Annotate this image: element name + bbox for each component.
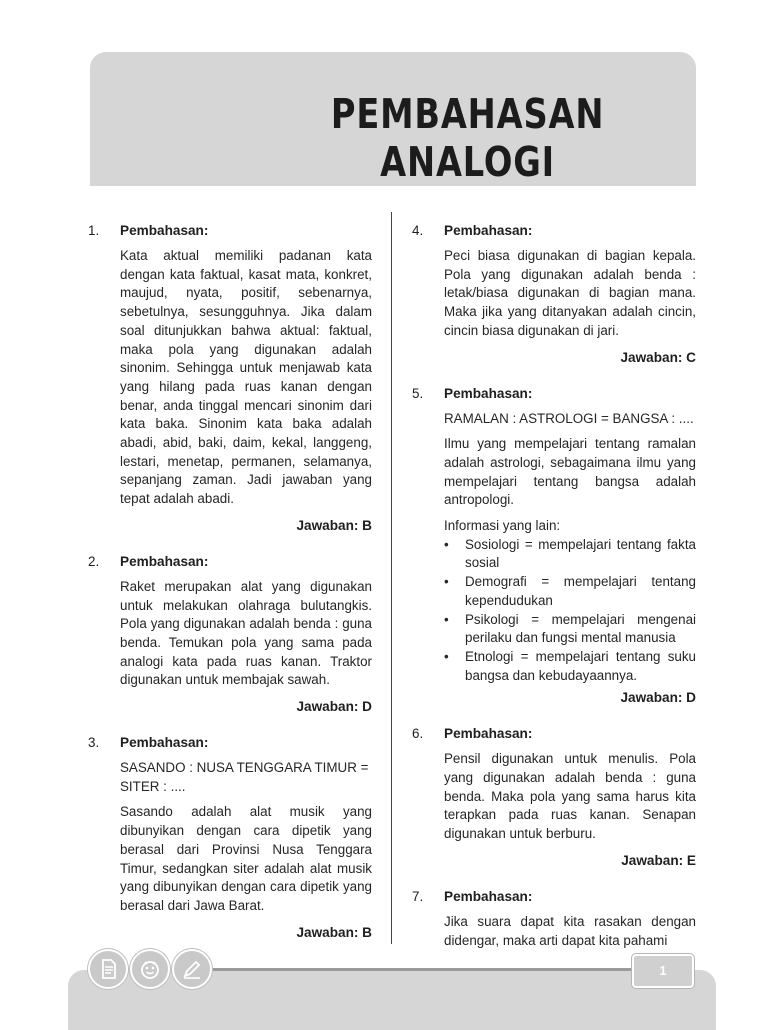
item-heading: Pembahasan: <box>444 888 533 904</box>
explanation-item-5 <box>412 384 696 708</box>
item-question: SASANDO : NUSA TENGGARA TIMUR = SITER : .... <box>120 760 369 794</box>
item-paragraph: Pensil digunakan untuk menulis. Pola yang digunakan adalah benda : guna benda. Maka pola yang sama harus kita terapkan pada ruas kanan. Senapan digunakan untuk berburu. <box>444 751 696 842</box>
item-number: 1. <box>88 223 100 238</box>
column-divider <box>391 212 392 944</box>
item-number: 3. <box>88 735 100 751</box>
header-band <box>90 52 696 186</box>
item-number: 2. <box>88 553 100 569</box>
item-heading: Pembahasan: <box>444 385 533 401</box>
explanation-item-4 <box>412 221 696 367</box>
item-number: 4. <box>412 223 424 238</box>
explanation-item-3 <box>88 733 372 942</box>
explanation-item-6 <box>412 724 696 870</box>
item-paragraph: Kata aktual memiliki padanan kata dengan kata faktual, kasat mata, konkret, maujud, nyata, positif, sebenarnya, sebetulnya, sesungguhnya. Jika dalam soal ditunjukkan bahwa aktual: faktual, maka pola yang digunakan adalah sinonim. Sehingga untuk menjawab kata yang hilang pada ruas kanan dengan benar, anda tinggal mencari sinonim dari kata baka. Sinonim kata baka adalah abadi, abid, baki, daim, kekal, langgeng, lestari, menetap, permanen, selamanya, sepanjang zaman. Jadi jawaban yang tepat adalah abadi. <box>120 248 372 507</box>
info-list <box>444 536 696 686</box>
smiley-icon <box>130 949 170 989</box>
item-paragraph: Sasando adalah alat musik yang dibunyikan dengan cara dipetik yang berasal dari Provinsi Nusa Tenggara Timur, sedangkan siter adalah alat musik yang dibunyikan dengan cara dipetik yang berasal dari Jawa Barat. <box>120 804 372 913</box>
item-paragraph: Peci biasa digunakan di bagian kepala. Pola yang digunakan adalah benda : letak/biasa digunakan di bagian mana. Maka jika yang ditanyakan adalah cincin, cincin biasa digunakan di jari. <box>444 248 696 338</box>
info-list-item: • Etnologi = mempelajari tentang suku bangsa dan kebudayaannya. <box>444 648 696 685</box>
page-number: 1 <box>632 954 694 988</box>
item-heading: Pembahasan: <box>444 223 533 238</box>
answer-label: Jawaban: B <box>296 924 372 940</box>
pencil-icon <box>172 949 212 989</box>
right-column <box>412 221 696 950</box>
item-paragraph: Jika suara dapat kita rasakan dengan didengar, maka arti dapat kita pahami <box>444 913 696 948</box>
footer-line <box>210 968 636 971</box>
answer-label: Jawaban: D <box>620 690 696 706</box>
info-label: Informasi yang lain: <box>444 518 561 534</box>
info-list-item: • Psikologi = mempelajari mengenai perilaku dan fungsi mental manusia <box>444 611 696 648</box>
answer-label: Jawaban: E <box>621 852 696 868</box>
item-paragraph: Ilmu yang mempelajari tentang ramalan adalah astrologi, sebagaimana ilmu yang mempelajari tentang bangsa adalah antropologi. <box>444 436 696 508</box>
explanation-item-7 <box>412 887 696 950</box>
answer-label: Jawaban: B <box>296 517 372 533</box>
item-heading: Pembahasan: <box>120 553 209 569</box>
info-list-item: • Sosiologi = mempelajari tentang fakta sosial <box>444 536 696 573</box>
item-heading: Pembahasan: <box>444 726 533 742</box>
item-paragraph: Raket merupakan alat yang digunakan untuk melakukan olahraga bulutangkis. Pola yang digunakan adalah benda : guna benda. Temukan pola yang sama pada analogi kata pada ruas kanan. Traktor digunakan untuk membajak sawah. <box>120 578 372 688</box>
item-number: 7. <box>412 888 424 904</box>
document-icon <box>88 949 128 989</box>
explanation-item-2 <box>88 552 372 716</box>
item-question: RAMALAN : ASTROLOGI = BANGSA : .... <box>444 410 694 426</box>
left-column <box>88 221 372 942</box>
explanation-item-1 <box>88 221 372 535</box>
item-number: 5. <box>412 385 424 401</box>
answer-label: Jawaban: C <box>620 349 696 365</box>
item-heading: Pembahasan: <box>120 735 209 751</box>
answer-label: Jawaban: D <box>296 699 372 715</box>
info-list-item: • Demografi = mempelajari tentang kependudukan <box>444 573 696 610</box>
page-title: PEMBAHASAN ANALOGI <box>330 90 605 186</box>
item-heading: Pembahasan: <box>120 223 209 238</box>
item-number: 6. <box>412 726 424 742</box>
